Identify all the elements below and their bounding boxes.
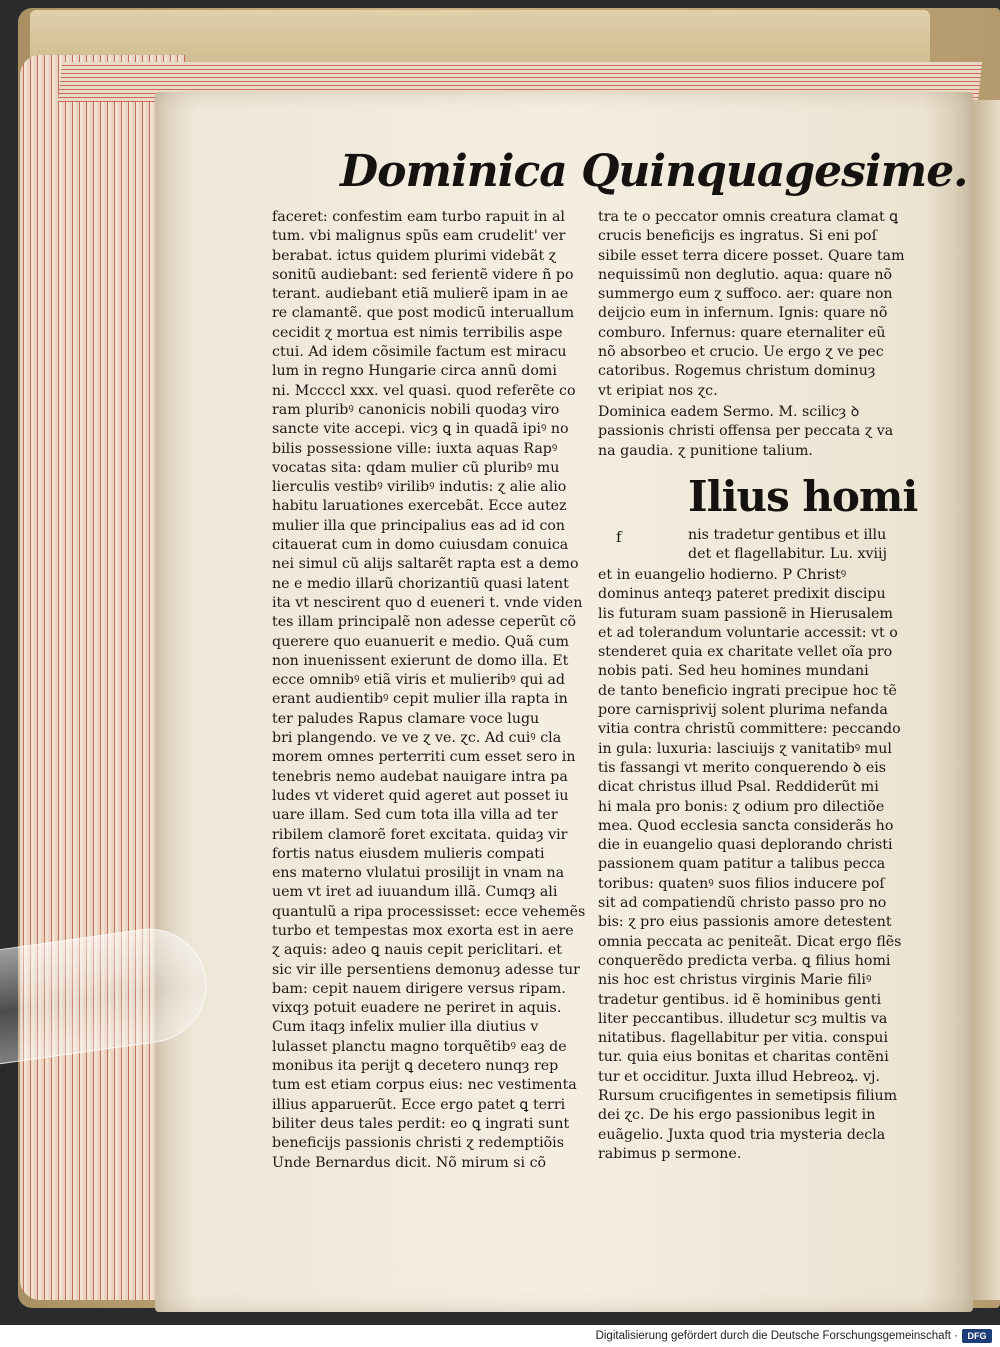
text-line: ctui. Ad idem cõsimile factum est miracu: [272, 344, 567, 361]
text-line: toribus: quatenꝰ suos filios inducere poſ: [598, 875, 885, 892]
text-line: terant. audiebant etiã mulierẽ ipam in ae: [272, 286, 569, 303]
text-line: uem vt iret ad iuuandum illã. Cumqȝ ali: [272, 884, 558, 901]
text-line: nis tradetur gentibus et illu: [688, 527, 887, 543]
text-line: passionem quam patitur a talibus pecca: [598, 856, 886, 873]
sermon-heading: [598, 403, 916, 461]
text-line: berabat. ictus quidem plurimi videbãt ɀ: [272, 247, 557, 264]
text-line: Rursum crucifigentes in semetipsis filium: [598, 1088, 898, 1105]
text-line: tum. vbi malignus spũs eam crudelit' ver: [272, 228, 566, 245]
text-line: erant audientibꝰ cepit mulier illa rapta in: [272, 691, 568, 708]
initial-continuation: [688, 526, 918, 565]
text-line: pore carnisprivij solent plurima nefanda: [598, 702, 888, 719]
text-line: ne e medio illarũ chorizantiũ quasi latent: [272, 575, 569, 592]
text-line: tes illam principalẽ non adesse ceperũt cõ: [272, 614, 577, 631]
text-line: ram pluribꝰ canonicis nobili quodaȝ viro: [272, 401, 560, 418]
text-line: nobis pati. Sed heu homines mundani: [598, 663, 869, 680]
text-line: non inuenissent exierunt de domo illa. Et: [272, 652, 569, 669]
text-line: biliter deus tales perdit: eo ꝗ ingrati sunt: [272, 1115, 570, 1132]
dfg-logo: DFG: [962, 1329, 992, 1343]
text-line: rabimus p sermone.: [598, 1145, 742, 1162]
text-line: cecidit ɀ mortua est nimis terribilis aspe: [272, 324, 563, 341]
text-line: uare illam. Sed cum tota illa villa ad ter: [272, 807, 558, 824]
text-line: monibus ita perijt ꝗ decetero nunqȝ rep: [272, 1058, 559, 1075]
text-line: bis: ɀ pro eius passionis amore detestent: [598, 914, 892, 931]
text-line: ens materno vlulatui prosilijt in vnam na: [272, 865, 565, 882]
text-line: nis hoc est christus virginis Marie filiꝰ: [598, 972, 872, 989]
text-line: re clamantẽ. que post modicũ interuallum: [272, 305, 575, 322]
text-line: dicat christus illud Psal. Reddiderũt mi: [598, 779, 879, 796]
text-line: tur. quia eius bonitas et charitas contẽni: [598, 1049, 889, 1066]
text-line: sonitũ audiebant: sed ferientẽ videre ñ po: [272, 266, 574, 283]
text-line: omnia peccata ac peniteãt. Dicat ergo flẽs: [598, 933, 902, 950]
footer-bar: [0, 1325, 1000, 1347]
text-line: quantulũ a ripa processisset: ecce vehemẽs: [272, 903, 586, 920]
text-line: bri plangendo. ve ve ɀ ve. ɀc. Ad cuiꝰ cla: [272, 730, 562, 747]
text-line: det et flagellabitur. Lu. xviij: [688, 546, 887, 563]
text-line: citauerat cum in domo cuiusdam conuica: [272, 537, 569, 554]
text-line: vixqȝ potuit euadere ne periret in aquis.: [272, 1000, 562, 1017]
text-line: die in euangelio quasi deplorando christi: [598, 837, 893, 854]
facing-page-edge: [972, 100, 1000, 1300]
text-line: catoribus. Rogemus christum dominuȝ: [598, 363, 876, 380]
text-line: et in euangelio hodierno. P Christꝰ: [598, 567, 847, 583]
text-line: Dominica eadem Sermo. M. scilicȝ ꝺ: [598, 404, 860, 420]
text-line: hi mala pro bonis: ɀ odium pro dilectiõe: [598, 798, 885, 815]
text-line: euãgelio. Juxta quod tria mysteria decla: [598, 1126, 886, 1143]
text-line: bilis possessione ville: iuxta aquas Rapꝰ: [272, 440, 558, 457]
text-line: lum in regno Hungarie circa annũ domi: [272, 363, 557, 380]
text-line: et ad tolerandum voluntarie accessit: vt o: [598, 624, 898, 641]
text-line: mulier illa que principalius eas ad id con: [272, 517, 566, 534]
text-line: liter peccantibus. illudetur scȝ multis va: [598, 1010, 888, 1027]
text-line: fortis natus eiusdem mulieris compati: [272, 845, 545, 862]
text-line: illius apparuerũt. Ecce ergo patet ꝗ terri: [272, 1096, 566, 1113]
text-line: beneficijs passionis christi ɀ redemptiõis: [272, 1135, 565, 1152]
guide-letter: f: [616, 528, 622, 546]
text-column-right-top: [598, 208, 916, 401]
text-line: crucis beneficijs es ingratus. Si eni poſ: [598, 228, 877, 245]
text-line: querere quo euanuerit e medio. Quã cum: [272, 633, 569, 650]
text-line: ita vt nescirent quo d eueneri t. vnde viden: [272, 594, 583, 611]
text-line: ribilem clamorẽ foret excitata. quidaȝ vir: [272, 826, 568, 843]
text-line: ter paludes Rapus clamare voce lugu: [272, 710, 540, 727]
text-line: nõ absorbeo et crucio. Ue ergo ɀ ve pec: [598, 344, 884, 361]
text-line: ludes vt videret quid ageret aut posset iu: [272, 787, 569, 804]
text-line: de tanto beneficio ingrati precipue hoc tẽ: [598, 682, 897, 699]
text-line: in gula: luxuria: lasciuijs ɀ vanitatibꝰ mul: [598, 740, 892, 757]
text-line: na gaudia. ɀ punitione talium.: [598, 442, 813, 459]
text-line: ni. Mccccl xxx. vel quasi. quod referẽte co: [272, 382, 576, 399]
text-line: lulasset planctu magno torquẽtibꝰ eaȝ de: [272, 1038, 567, 1055]
text-line: sibile esset terra dicere posset. Quare tam: [598, 247, 905, 264]
text-line: mea. Quod ecclesia sancta considerãs ho: [598, 817, 894, 834]
text-column-left: [272, 208, 592, 1173]
text-line: nequissimũ non deglutio. aqua: quare nõ: [598, 266, 893, 283]
text-line: tradetur gentibus. id ẽ hominibus genti: [598, 991, 882, 1008]
text-line: tis fassangi vt merito conquerendo ꝺ eis: [598, 759, 887, 776]
decorated-initial-line: Ilius homi: [688, 472, 918, 521]
text-line: ɀ aquis: adeo ꝗ nauis cepit periclitari. et: [272, 942, 562, 959]
text-line: sic vir ille persentiens demonuȝ adesse tur: [272, 961, 580, 978]
text-line: dei ɀc. De his ergo passionibus legit in: [598, 1107, 876, 1124]
text-line: nitatibus. flagellabitur per vitia. conspui: [598, 1030, 888, 1047]
page-heading: Dominica Quinquagesime.: [340, 146, 968, 197]
text-line: sit ad compatiendũ christo passo pro no: [598, 895, 887, 912]
text-line: dominus anteqȝ pateret predixit discipu: [598, 586, 886, 603]
text-line: vitia contra christũ committere: peccando: [598, 721, 901, 738]
text-line: bam: cepit nauem dirigere versus ripam.: [272, 980, 566, 997]
text-line: Cum itaqȝ infelix mulier illa diutius v: [272, 1019, 539, 1036]
text-line: tum est etiam corpus eius: nec vestimenta: [272, 1077, 577, 1094]
text-line: lis futuram suam passionẽ in Hierusalem: [598, 605, 893, 622]
text-line: deijcio eum in infernum. Ignis: quare nõ: [598, 305, 888, 322]
text-line: faceret: confestim eam turbo rapuit in al: [272, 209, 565, 225]
text-line: habitu laruationes exercebãt. Ecce autez: [272, 498, 567, 515]
text-line: tenebris nemo audebat nauigare intra pa: [272, 768, 568, 785]
text-line: tur et occiditur. Juxta illud Hebreoꝝ. vj.: [598, 1068, 880, 1085]
text-line: sancte vite accepi. vicȝ ꝗ in quadã ipiꝰ no: [272, 421, 569, 438]
text-line: passionis christi offensa per peccata ɀ va: [598, 423, 894, 440]
text-column-right-bottom: [598, 566, 920, 1164]
text-line: nei simul cũ alijs saltarẽt rapta est a demo: [272, 556, 579, 573]
text-line: turbo et tempestas mox exorta est in aere: [272, 922, 574, 939]
text-line: comburo. Infernus: quare eternaliter eũ: [598, 324, 886, 341]
text-line: conquerẽdo predicta verba. ꝗ filius homi: [598, 952, 891, 969]
text-line: vocatas sita: qdam mulier cũ pluribꝰ mu: [272, 459, 560, 476]
text-line: vt eripiat nos ɀc.: [598, 382, 718, 399]
footer-credit: Digitalisierung gefördert durch die Deutsche Forschungsgemeinschaft ·: [595, 1330, 958, 1342]
text-line: tra te o peccator omnis creatura clamat ꝗ: [598, 209, 899, 225]
text-line: Unde Bernardus dicit. Nõ mirum si cõ: [272, 1154, 547, 1171]
text-line: stenderet quia ex charitate vellet oĩa pro: [598, 644, 893, 661]
text-line: summergo eum ɀ suffoco. aer: quare non: [598, 286, 893, 303]
text-line: lierculis vestibꝰ virilibꝰ indutis: ɀ alie alio: [272, 479, 567, 496]
text-line: morem omnes perterriti cum esset sero in: [272, 749, 576, 766]
text-line: ecce omnibꝰ etiã viris et mulieribꝰ qui ad: [272, 672, 565, 689]
